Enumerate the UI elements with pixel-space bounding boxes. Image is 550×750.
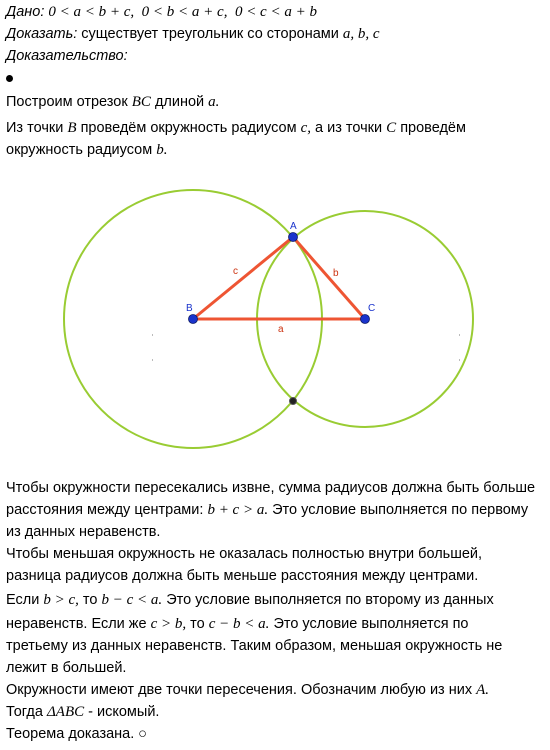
prove-label: Доказать: xyxy=(6,26,78,42)
label-side-a: a xyxy=(278,324,284,335)
point-c-ref: C xyxy=(386,120,397,136)
side-b xyxy=(293,237,365,319)
given-line xyxy=(6,2,317,22)
intro-text-2a: Из точки xyxy=(6,120,64,136)
ineq-sum: b + c > a. xyxy=(207,502,269,518)
p3-line-1a: Окружности имеют две точки пересечения. Обозначим любую из них xyxy=(6,682,473,698)
p1-line-3: из данных неравенств. xyxy=(6,524,161,540)
p2-line-4b: то xyxy=(190,616,205,632)
body-line-7 xyxy=(6,614,469,634)
point-b-ref: B xyxy=(67,120,77,136)
p2-line-4a: неравенств. Если же xyxy=(6,616,147,632)
side-c xyxy=(193,237,293,319)
ineq-b-gt-c: b > c, xyxy=(43,592,79,608)
label-side-b: b xyxy=(333,268,339,279)
given-label: Дано: xyxy=(6,4,45,20)
body-line-6 xyxy=(6,590,494,610)
ineq-c-gt-b: c > b, xyxy=(150,616,187,632)
p2-line-2: разница радиусов должна быть меньше расстояния между центрами. xyxy=(6,568,479,584)
prove-text: существует треугольник со сторонами xyxy=(81,26,339,42)
ineq-c-minus-b: c − b < a. xyxy=(208,616,270,632)
point-c xyxy=(361,315,370,324)
p1-line-2a: расстояния между центрами: xyxy=(6,502,204,518)
intro-text-2b: проведём окружность радиусом xyxy=(80,120,297,136)
p2-line-4c: Это условие выполняется по xyxy=(273,616,469,632)
length-a: a. xyxy=(208,94,220,110)
segment-bc: BC xyxy=(131,94,151,110)
p2-line-3b: то xyxy=(82,592,98,608)
body-line-8 xyxy=(6,636,502,656)
body-line-5 xyxy=(6,566,478,586)
body-line-3 xyxy=(6,522,160,542)
label-c-vertex: C xyxy=(368,303,376,314)
p2-line-5: третьему из данных неравенств. Таким образом, меньшая окружность не xyxy=(6,638,503,654)
intro-text-2c: а из точки xyxy=(315,120,383,136)
p2-line-3c: Это условие выполняется по второму из данных xyxy=(166,592,494,608)
prove-sides: a, b, c xyxy=(342,26,380,42)
p3-line-2b: - искомый. xyxy=(88,704,160,720)
conclusion: Теорема доказана. ○ xyxy=(6,726,148,742)
intro-text-1: Построим отрезок xyxy=(6,94,128,110)
construction-figure xyxy=(0,180,550,460)
intro-line-3 xyxy=(6,140,167,160)
proof-label-line xyxy=(6,46,128,66)
given-inequalities: 0 < a < b + c, 0 < b < a + c, 0 < c < a + b xyxy=(48,4,317,20)
p2-line-3a: Если xyxy=(6,592,40,608)
body-line-9 xyxy=(6,658,126,678)
body-line-11 xyxy=(6,702,159,722)
p2-line-6: лежит в большей. xyxy=(6,660,127,676)
body-line-4 xyxy=(6,544,482,564)
p1-line-1: Чтобы окружности пересекались извне, сумма радиусов должна быть больше xyxy=(6,480,536,496)
body-line-2 xyxy=(6,500,528,520)
intro-text-3: окружность радиусом xyxy=(6,142,153,158)
radius-c-ref: c, xyxy=(300,120,311,136)
prove-line xyxy=(6,24,380,44)
label-a-vertex: A xyxy=(290,221,297,232)
label-b-vertex: B xyxy=(186,303,193,314)
point-a-ref: A. xyxy=(476,682,490,698)
body-line-10 xyxy=(6,680,489,700)
label-side-c: c xyxy=(233,266,238,277)
second-intersection-point xyxy=(290,398,297,405)
ineq-b-minus-c: b − c < a. xyxy=(101,592,163,608)
intro-line-2 xyxy=(6,118,466,138)
point-b xyxy=(189,315,198,324)
intro-text-2d: проведём xyxy=(400,120,466,136)
intro-text-1b: длиной xyxy=(154,94,205,110)
body-line-12 xyxy=(6,724,147,744)
body-line-1 xyxy=(6,478,535,498)
radius-b-ref: b. xyxy=(156,142,168,158)
p2-line-1: Чтобы меньшая окружность не оказалась полностью внутри большей, xyxy=(6,546,483,562)
bullet-icon xyxy=(6,75,13,82)
point-a xyxy=(289,233,298,242)
intro-line-1 xyxy=(6,92,219,112)
p1-line-2b: Это условие выполняется по первому xyxy=(272,502,529,518)
triangle-abc: ΔABC xyxy=(46,704,85,720)
proof-label: Доказательство: xyxy=(6,48,128,64)
p3-line-2a: Тогда xyxy=(6,704,43,720)
faint-tick-marks xyxy=(152,334,460,361)
